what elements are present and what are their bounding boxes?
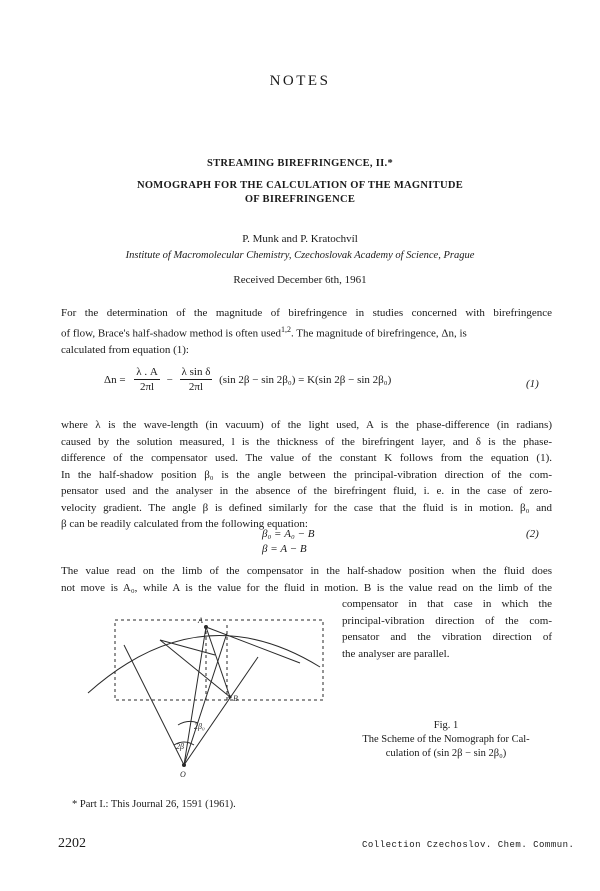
- figure-caption-line-2: culation of (sin 2β − sin 2β₀): [385, 748, 507, 759]
- paragraph-1-line-2: [61, 322, 552, 342]
- paragraph-1-line-2-rest: . The magnitude of birefringence, Δn, is: [291, 327, 467, 340]
- equation-1-fraction-2: [180, 365, 213, 394]
- paragraph-2-line: In the half-shadow position β₀ is the angle between the principal-vibration direction of the com-: [61, 468, 552, 481]
- paragraph-3-side-line: compensator in that case in which the: [342, 598, 552, 610]
- paragraph-3-side-line: the analyser are parallel.: [342, 647, 450, 660]
- equation-1-minus: −: [166, 373, 173, 386]
- paragraph-2-line: pensator used and the analyser in the absence of the birefringent fluid, i. e. in the case of zero-: [61, 485, 552, 497]
- fraction-1-numerator: λ . A: [136, 366, 158, 378]
- label-2b0: 2β₀: [194, 722, 205, 731]
- point-origin: [182, 763, 186, 767]
- fraction-2-denominator: 2πl: [188, 381, 204, 393]
- paragraph-1-line-2-text: of flow, Brace's half-shadow method is often used: [61, 327, 281, 340]
- title-line-2: NOMOGRAPH FOR THE CALCULATION OF THE MAGNITUDE: [136, 180, 464, 191]
- reference-superscript: 1,2: [281, 324, 291, 334]
- construction-line: [160, 640, 215, 655]
- point-b: [228, 695, 231, 698]
- ray-line: [184, 657, 258, 765]
- paragraph-3-line-1: The value read on the limb of the compensator in the half-shadow position when the fluid does: [61, 565, 552, 577]
- point-a: [204, 625, 208, 629]
- equation-1-number: (1): [526, 378, 539, 390]
- title-line-3: OF BIREFRINGENCE: [244, 194, 356, 205]
- journal-footer: Collection Czechoslov. Chem. Commun.: [362, 840, 575, 850]
- paragraph-3-side-line: pensator and the vibration direction of: [342, 631, 552, 643]
- fraction-2-numerator: λ sin δ: [181, 366, 211, 378]
- equation-2-line-1: β₀ = A₀ − B: [262, 528, 315, 540]
- label-o: O: [180, 770, 186, 779]
- equation-1-lhs: Δn =: [104, 373, 126, 386]
- paragraph-2-line: β can be readily calculated from the following equation:: [61, 518, 308, 530]
- label-2b: 2β: [176, 742, 184, 751]
- equation-2-number: (2): [526, 528, 539, 540]
- equation-1: [104, 365, 552, 405]
- paragraph-2-line: where λ is the wave-length (in vacuum) of the light used, A is the phase-difference (in radians): [61, 419, 552, 431]
- label-b: B: [233, 694, 238, 703]
- paragraph-2-line: caused by the solution measured, l is the thickness of the birefringent layer, and δ is the phase-: [61, 435, 552, 448]
- ray-line: [124, 645, 184, 765]
- footnote: * Part I.: This Journal 26, 1591 (1961).: [72, 799, 236, 810]
- paragraph-2-line: velocity gradient. The angle β is defined similarly for the case that the fluid is in motion. β₀ and: [61, 501, 552, 514]
- figure-caption: [340, 719, 552, 761]
- figure-caption-line-1: The Scheme of the Nomograph for Cal-: [362, 734, 530, 745]
- paragraph-3-side-line: principal-vibration direction of the com-: [342, 614, 552, 627]
- section-heading: NOTES: [269, 73, 331, 89]
- fraction-1-denominator: 2πl: [139, 381, 155, 393]
- equation-1-rest: (sin 2β − sin 2β₀) = K(sin 2β − sin 2β₀): [219, 373, 392, 386]
- paragraph-3: [61, 563, 552, 596]
- received-date: Received December 6th, 1961: [233, 274, 367, 286]
- paragraph-2: [61, 417, 552, 533]
- construction-line: [206, 627, 300, 663]
- paragraph-1-line-1: For the determination of the magnitude of birefringence in studies concerned with birefringence: [61, 307, 552, 319]
- authors: P. Munk and P. Kratochvíl: [242, 233, 358, 245]
- paragraph-1: [61, 305, 552, 358]
- equation-1-fraction-1: [134, 365, 160, 394]
- limb-arc: [88, 636, 320, 693]
- title-line-1: STREAMING BIREFRINGENCE, II.*: [206, 158, 394, 169]
- figure-label: Fig. 1: [433, 720, 459, 731]
- label-a: A: [198, 616, 203, 625]
- paragraph-1-line-3: calculated from equation (1):: [61, 343, 189, 356]
- affiliation: Institute of Macromolecular Chemistry, Czechoslovak Academy of Science, Prague: [125, 250, 475, 261]
- paragraph-2-line: difference of the compensator used. The value of the constant K follows from the equation (1).: [61, 452, 552, 464]
- page-number: 2202: [58, 836, 86, 851]
- construction-line: [160, 640, 230, 697]
- equation-2-line-2: β = A − B: [262, 543, 307, 555]
- paragraph-3-line-2: not move is A₀, while A is the value for the fluid in motion. B is the value read on the limb of the: [61, 581, 552, 594]
- nomograph-figure: [60, 605, 350, 780]
- paragraph-3-side: [342, 596, 552, 662]
